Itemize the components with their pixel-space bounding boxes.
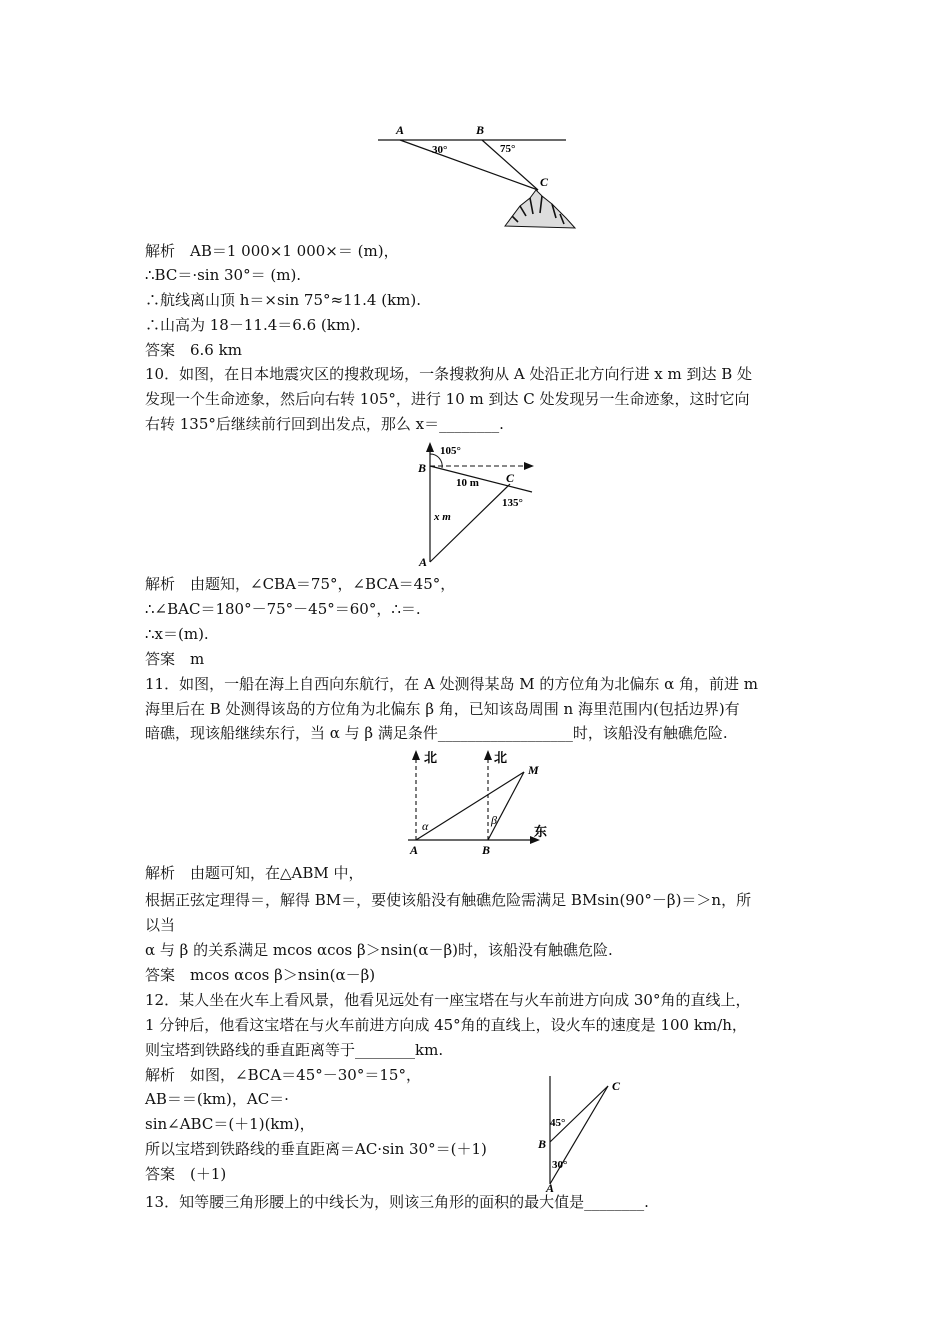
figure-ship-island [398,746,558,858]
angle-30: 30° [552,1159,568,1171]
label-c: C [506,471,515,485]
q11-solution-2: 根据正弦定理得＝，解得 BM＝，要使该船没有触礁危险需满足 BMsin(90°－β)＝＞n，所 [145,891,752,909]
q9-solution-4: ∴山高为 18－11.4＝6.6 (km). [145,316,361,334]
figure-rescue-dog [410,438,550,570]
q11-answer: 答案 mcos αcos β＞nsin(α－β) [145,966,376,984]
q12-solution-3: sin∠ABC＝(＋1)(km)， [145,1115,315,1133]
q11-line-2: 海里后在 B 处测得该岛的方位角为北偏东 β 角，已知该岛周围 n 海里范围内(包括边界)有 [145,700,740,718]
label-m: M [528,763,539,777]
q11-line-1: 11．如图，一船在海上自西向东航行，在 A 处测得某岛 M 的方位角为北偏东 α 角，前进 m [145,675,759,693]
label-c: C [540,175,549,189]
label-a: A [410,843,419,857]
north-label-2: 北 [494,750,508,765]
q10-solution-3: ∴x＝(m). [145,625,209,643]
angle-30: 30° [432,144,448,156]
q12-answer: 答案 (＋1) [145,1165,227,1183]
angle-45: 45° [550,1117,566,1129]
label-a: A [396,123,405,137]
label-b: B [482,843,491,857]
figure-mountain [370,118,580,238]
figure-pagoda [528,1072,628,1192]
q10-solution-2: ∴∠BAC＝180°－75°－45°＝60°，∴＝. [145,600,421,618]
q10-solution-1: 解析 由题知，∠CBA＝75°，∠BCA＝45°， [145,575,456,593]
label-a: A [546,1181,555,1192]
q11-solution-1: 解析 由题可知，在△ABM 中， [145,864,364,882]
q12-line-1: 12．某人坐在火车上看风景，他看见远处有一座宝塔在与火车前进方向成 30°角的直线上， [145,991,751,1009]
q11-solution-3: 以当 [145,916,176,934]
label-alpha: α [422,819,429,833]
label-b: B [418,461,427,475]
q12-solution-1: 解析 如图，∠BCA＝45°－30°＝15°， [145,1066,421,1084]
angle-135: 135° [502,497,523,509]
label-b: B [538,1137,547,1151]
north-label-1: 北 [424,750,438,765]
q10-line-1: 10．如图，在日本地震灾区的搜救现场，一条搜救狗从 A 处沿正北方向行进 x m 到达 B 处 [145,365,753,383]
q9-solution-1: 解析 AB＝1 000×1 000×＝ (m)， [145,242,399,260]
q9-solution-2: ∴BC＝·sin 30°＝ (m). [145,266,302,284]
q11-solution-4: α 与 β 的关系满足 mcos αcos β＞nsin(α－β)时，该船没有触礁危险. [145,941,613,959]
label-c: C [612,1079,621,1093]
angle-75: 75° [500,143,516,155]
east-label: 东 [534,824,548,839]
q12-solution-4: 所以宝塔到铁路线的垂直距离＝AC·sin 30°＝(＋1) [145,1140,487,1158]
q12-solution-2: AB＝＝(km)，AC＝· [145,1090,289,1108]
q12-line-3: 则宝塔到铁路线的垂直距离等于________km. [145,1041,444,1059]
q13-line-1: 13．知等腰三角形腰上的中线长为，则该三角形的面积的最大值是________. [145,1193,649,1211]
q9-answer: 答案 6.6 km [145,341,242,359]
length-xm: x m [434,511,451,523]
label-a: A [419,555,428,569]
q10-line-2: 发现一个生命迹象，然后向右转 105°，进行 10 m 到达 C 处发现另一生命迹象，这时它向 [145,390,750,408]
q11-line-3: 暗礁，现该船继续东行，当 α 与 β 满足条件__________________时，该船没有触礁危险. [145,724,728,742]
label-b: B [476,123,485,137]
q9-solution-3: ∴航线离山顶 h＝×sin 75°≈11.4 (km). [145,291,422,309]
q10-answer: 答案 m [145,650,205,668]
angle-105: 105° [440,445,461,457]
q12-line-2: 1 分钟后，他看这宝塔在与火车前进方向成 45°角的直线上，设火车的速度是 100 km/h， [145,1016,747,1034]
length-10m: 10 m [456,477,479,489]
q10-line-3: 右转 135°后继续前行回到出发点，那么 x＝________. [145,415,504,433]
label-beta: β [491,813,497,827]
